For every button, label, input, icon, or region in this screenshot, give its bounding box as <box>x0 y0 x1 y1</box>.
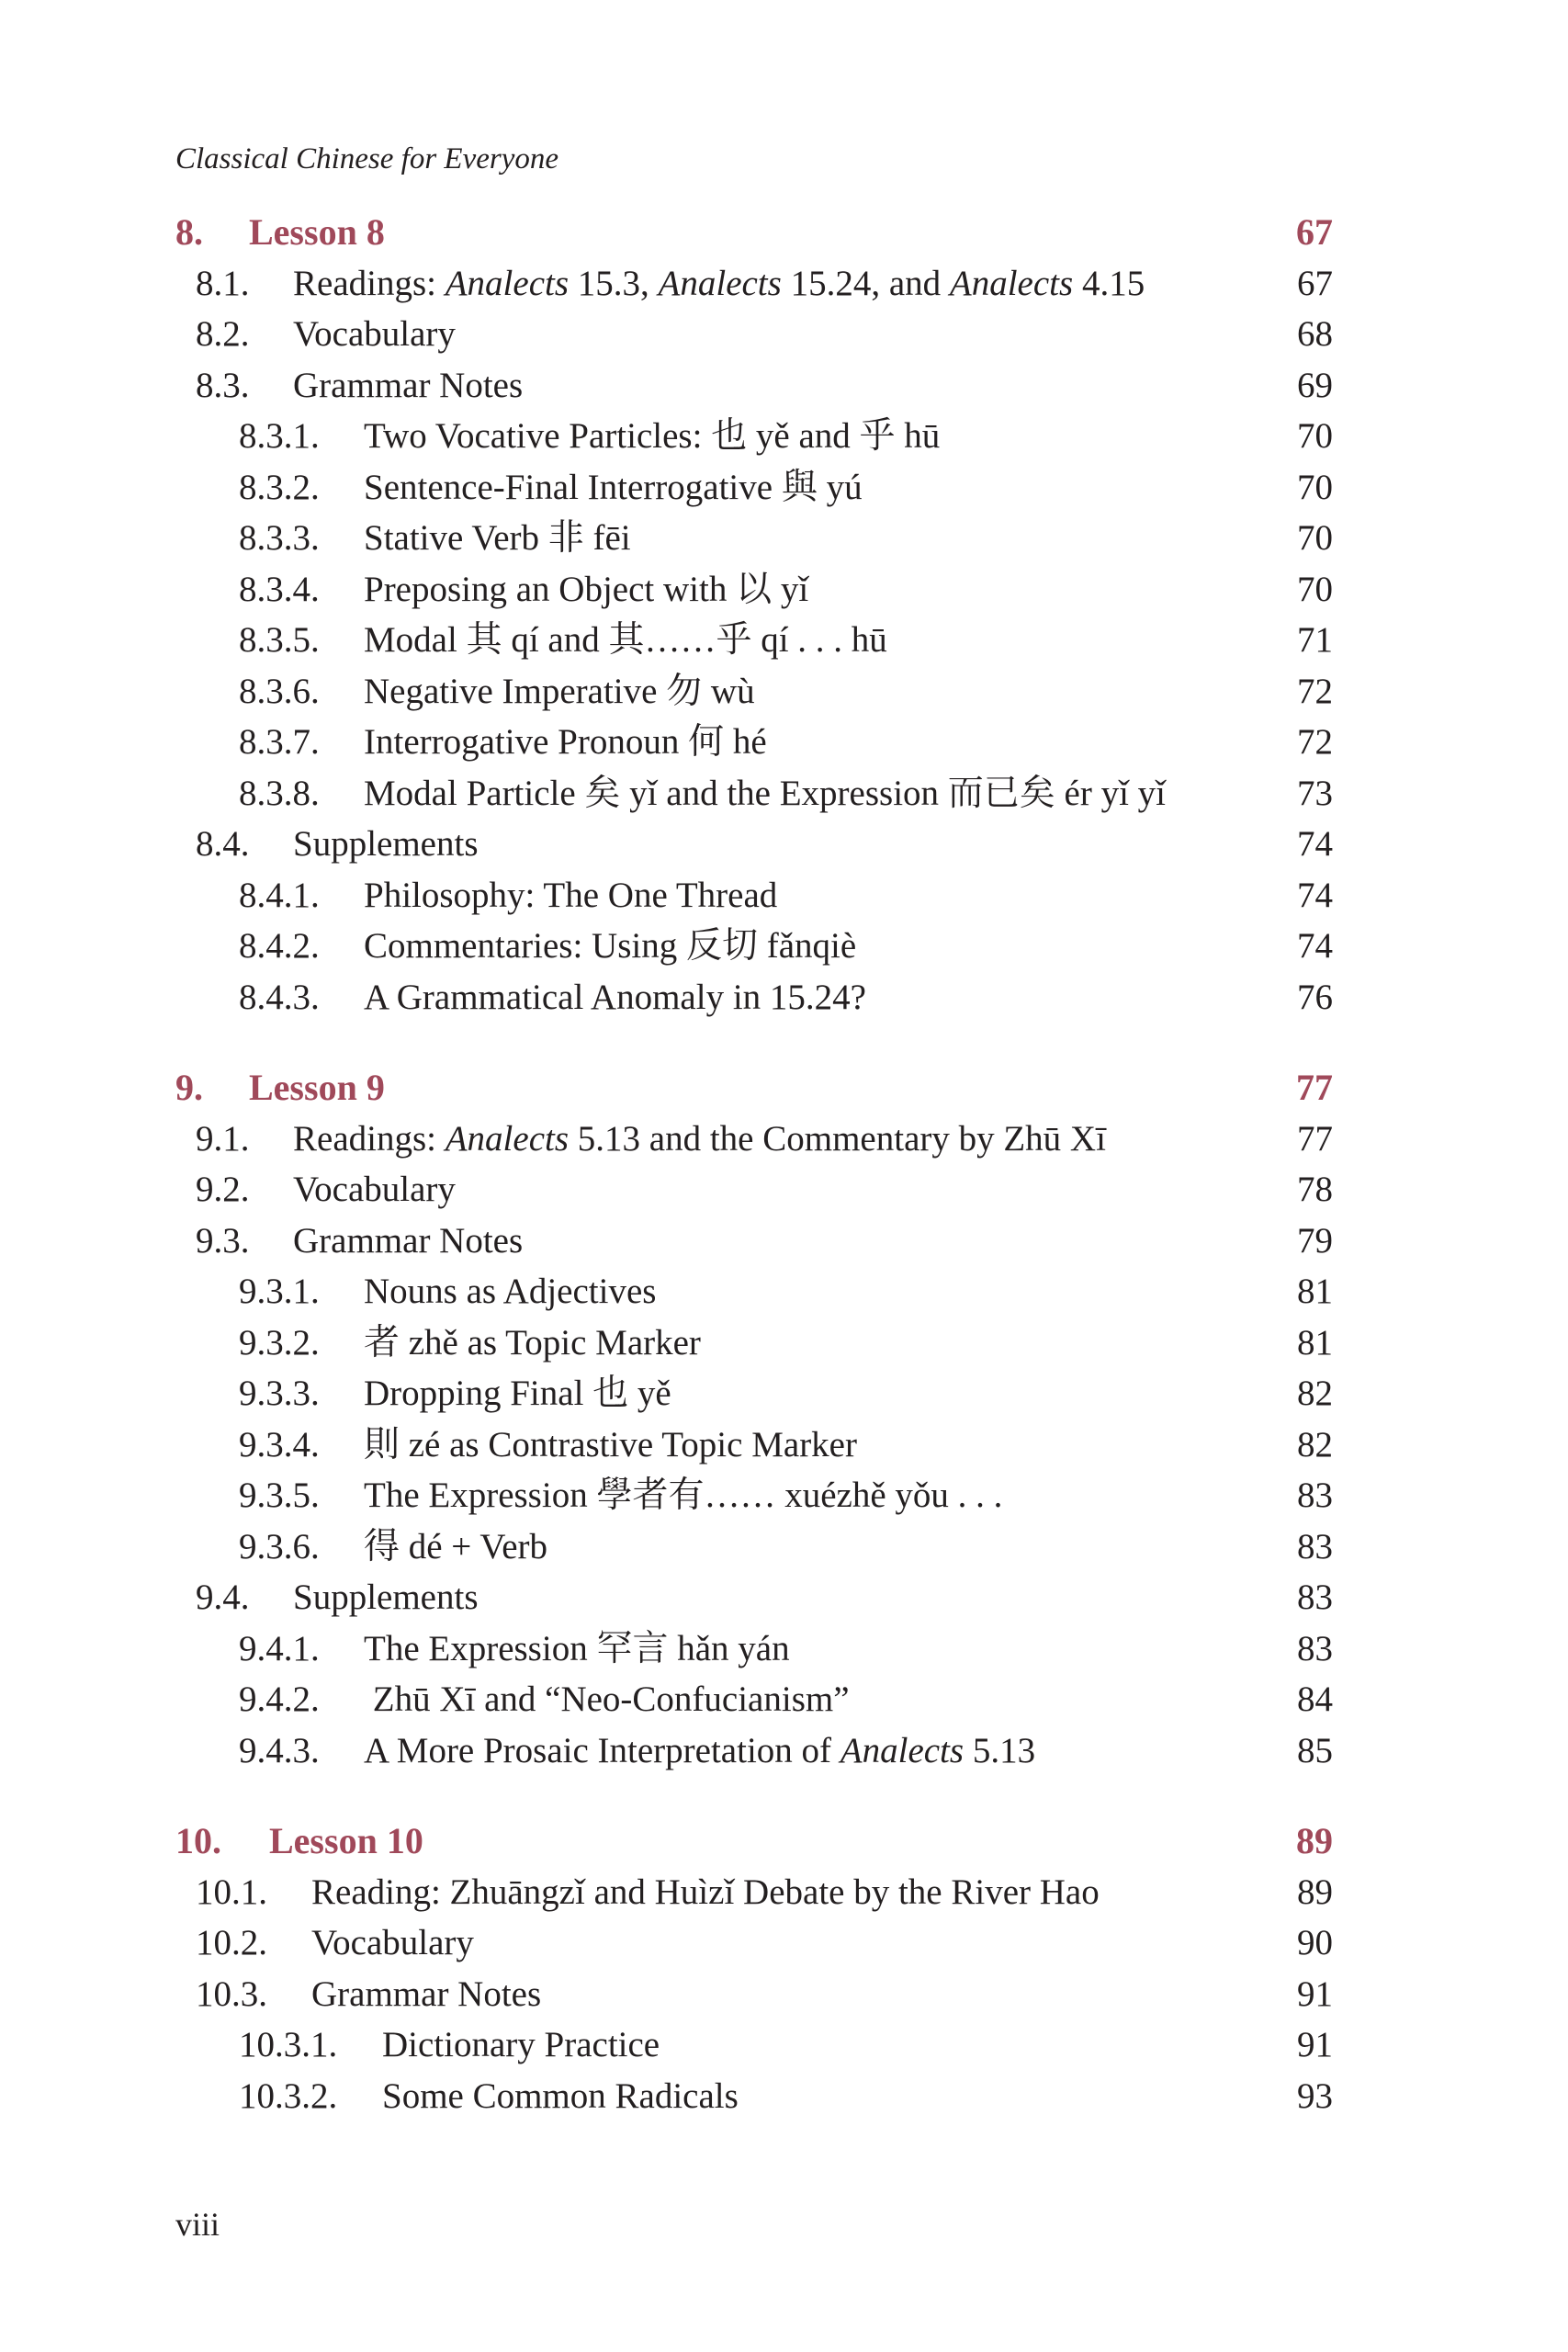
toc-entry-page: 83 <box>1297 1577 1333 1617</box>
toc-entry-title-text: 15.24, and <box>781 263 950 303</box>
toc-entry-number: 8.3. <box>196 365 250 405</box>
toc-entry-number: 9.4.2. <box>239 1679 320 1719</box>
toc-entry-number: 9.1. <box>196 1118 250 1159</box>
toc-entry-title <box>382 2071 1278 2122</box>
toc-entry-title <box>311 1917 1278 1969</box>
toc-entry-number: 9.3. <box>196 1220 250 1261</box>
toc-entry-number: 9.4.1. <box>239 1628 320 1668</box>
toc-entry-page: 77 <box>1297 1118 1333 1159</box>
toc-entry-title-text: 15.3, <box>569 263 659 303</box>
toc-entry-page: 71 <box>1297 620 1333 660</box>
toc-subsection[interactable] <box>175 1368 1333 1419</box>
toc-entry-page: 67 <box>1297 263 1333 303</box>
toc-chapter-heading[interactable] <box>175 207 1333 258</box>
toc-entry-page: 83 <box>1297 1526 1333 1566</box>
toc-entry-number: 8.4.2. <box>239 926 320 966</box>
toc-entry-title-text: Commentaries: Using 反切 fǎnqiè <box>364 926 857 966</box>
toc-subsection[interactable] <box>175 1470 1333 1521</box>
toc-entry-title-italic: Analects <box>445 1118 570 1159</box>
toc-subsection[interactable] <box>175 870 1333 922</box>
toc-subsection[interactable] <box>175 411 1333 462</box>
toc-entry-title <box>311 1867 1278 1918</box>
toc-entry-title-text: Grammar Notes <box>293 1220 524 1261</box>
toc-entry-title-text: 者 zhě as Topic Marker <box>364 1322 701 1363</box>
toc-entry-page: 79 <box>1297 1220 1333 1261</box>
toc-entry-title <box>293 1164 1278 1216</box>
toc-entry-number: 8.2. <box>196 314 250 354</box>
toc-entry-title-text: Two Vocative Particles: 也 yě and 乎 hū <box>364 416 941 456</box>
table-of-contents <box>175 207 1333 2161</box>
toc-section[interactable] <box>175 1164 1333 1216</box>
toc-entry-page: 83 <box>1297 1628 1333 1668</box>
toc-entry-title-italic: Analects <box>658 263 782 303</box>
toc-entry-title <box>293 360 1278 412</box>
toc-entry-number: 8.1. <box>196 263 250 303</box>
toc-chapter-title: Lesson 10 <box>269 1820 423 1861</box>
toc-chapter-title: Lesson 9 <box>249 1067 385 1108</box>
toc-entry-number: 9.3.1. <box>239 1272 320 1311</box>
toc-entry-title-text: 4.15 <box>1073 263 1145 303</box>
toc-entry-title-text: Supplements <box>293 824 479 864</box>
toc-entry-page: 89 <box>1297 1871 1333 1912</box>
toc-entry-number: 8.3.7. <box>239 722 320 762</box>
toc-entry-title-text: Readings: <box>293 263 446 303</box>
toc-entry-title <box>364 717 1278 768</box>
toc-entry-title-text: Preposing an Object with 以 yǐ <box>364 569 809 609</box>
toc-entry-number: 9.4.3. <box>239 1730 320 1770</box>
toc-entry-title-text: Sentence-Final Interrogative 與 yú <box>364 467 863 507</box>
toc-entry-title-text: 5.13 and the Commentary by Zhū Xī <box>569 1118 1106 1159</box>
toc-entry-title-text: Vocabulary <box>293 314 456 354</box>
toc-entry-number: 9.2. <box>196 1170 250 1209</box>
toc-entry-title <box>293 258 1278 310</box>
toc-subsection[interactable] <box>175 2071 1333 2122</box>
toc-entry-number: 8.4.1. <box>239 875 320 915</box>
toc-subsection[interactable] <box>175 513 1333 564</box>
toc-entry-title-text: Readings: <box>293 1118 446 1159</box>
toc-entry-title <box>364 513 1278 564</box>
toc-entry-title <box>364 1470 1278 1521</box>
toc-entry-page: 91 <box>1297 1973 1333 2014</box>
toc-entry-number: 8.3.1. <box>239 416 320 456</box>
toc-chapter-page: 67 <box>1296 211 1333 253</box>
toc-chapter-number: 9. <box>175 1067 203 1108</box>
toc-entry-page: 72 <box>1297 722 1333 762</box>
toc-entry-page: 74 <box>1297 824 1333 864</box>
toc-entry-page: 83 <box>1297 1476 1333 1515</box>
toc-entry-number: 8.3.6. <box>239 671 320 711</box>
toc-entry-title-italic: Analects <box>949 263 1074 303</box>
toc-entry-page: 70 <box>1297 569 1333 609</box>
toc-section[interactable] <box>175 360 1333 412</box>
toc-chapter-number: 10. <box>175 1820 221 1861</box>
toc-entry-title <box>311 1969 1278 2020</box>
toc-entry-title-text: 則 zé as Contrastive Topic Marker <box>364 1424 857 1464</box>
toc-entry-title <box>364 768 1278 820</box>
toc-subsection[interactable] <box>175 564 1333 616</box>
toc-entry-page: 69 <box>1297 365 1333 405</box>
toc-chapter-title: Lesson 8 <box>249 211 385 253</box>
toc-entry-title <box>364 1419 1278 1471</box>
toc-entry-title <box>382 2019 1278 2071</box>
toc-entry-page: 84 <box>1297 1679 1333 1719</box>
toc-section[interactable] <box>175 258 1333 310</box>
toc-entry-title-text: Modal Particle 矣 yǐ and the Expression 而已矣 ér yǐ yǐ <box>364 773 1167 813</box>
toc-entry-page: 68 <box>1297 314 1333 354</box>
toc-entry-title-text: Modal 其 qí and 其……乎 qí . . . hū <box>364 620 887 660</box>
toc-subsection[interactable] <box>175 1623 1333 1675</box>
toc-subsection[interactable] <box>175 1317 1333 1369</box>
toc-entry-number: 9.3.2. <box>239 1322 320 1363</box>
toc-entry-page: 74 <box>1297 926 1333 966</box>
toc-entry-title-text: 得 dé + Verb <box>364 1526 547 1566</box>
toc-entry-page: 81 <box>1297 1322 1333 1363</box>
toc-section[interactable] <box>175 309 1333 360</box>
toc-entry-number: 9.3.5. <box>239 1476 320 1515</box>
running-head: Classical Chinese for Everyone <box>175 142 559 175</box>
toc-entry-page: 78 <box>1297 1170 1333 1209</box>
toc-entry-title <box>364 1521 1278 1573</box>
toc-entry-number: 9.4. <box>196 1577 250 1617</box>
toc-entry-title <box>293 309 1278 360</box>
toc-entry-page: 70 <box>1297 518 1333 558</box>
toc-subsection[interactable] <box>175 768 1333 820</box>
toc-entry-number: 8.3.3. <box>239 518 320 558</box>
toc-entry-number: 8.3.2. <box>239 467 320 507</box>
toc-chapter <box>175 207 1333 1023</box>
toc-subsection[interactable] <box>175 972 1333 1023</box>
toc-entry-number: 8.3.4. <box>239 569 320 609</box>
toc-entry-title <box>364 462 1278 514</box>
toc-entry-title-text: Interrogative Pronoun 何 hé <box>364 722 767 762</box>
toc-chapter-page: 89 <box>1296 1820 1333 1861</box>
toc-entry-number: 10.3.2. <box>239 2075 338 2116</box>
toc-subsection[interactable] <box>175 1521 1333 1573</box>
toc-entry-title <box>364 411 1278 462</box>
toc-entry-title <box>364 1725 1278 1777</box>
toc-entry-number: 8.3.8. <box>239 773 320 813</box>
toc-section[interactable] <box>175 1867 1333 1918</box>
toc-entry-page: 85 <box>1297 1730 1333 1770</box>
toc-entry-page: 70 <box>1297 416 1333 456</box>
toc-entry-title-text: Stative Verb 非 fēi <box>364 518 631 558</box>
toc-entry-title <box>364 921 1278 972</box>
toc-entry-title-text: Philosophy: The One Thread <box>364 875 778 915</box>
toc-entry-number: 9.3.6. <box>239 1526 320 1566</box>
toc-entry-title <box>364 1623 1278 1675</box>
toc-entry-title <box>293 1572 1278 1623</box>
toc-entry-page: 93 <box>1297 2075 1333 2116</box>
toc-entry-page: 91 <box>1297 2025 1333 2064</box>
toc-entry-number: 10.3.1. <box>239 2025 338 2064</box>
toc-subsection[interactable] <box>175 666 1333 718</box>
toc-section[interactable] <box>175 1572 1333 1623</box>
toc-subsection[interactable] <box>175 462 1333 514</box>
toc-entry-number: 9.3.4. <box>239 1424 320 1464</box>
toc-entry-page: 81 <box>1297 1272 1333 1311</box>
toc-entry-title-italic: Analects <box>445 263 570 303</box>
toc-entry-page: 90 <box>1297 1923 1333 1962</box>
toc-entry-title <box>293 1114 1278 1165</box>
toc-section[interactable] <box>175 819 1333 870</box>
toc-subsection[interactable] <box>175 717 1333 768</box>
toc-subsection[interactable] <box>175 1674 1333 1725</box>
toc-section[interactable] <box>175 1969 1333 2020</box>
toc-entry-title <box>364 615 1278 666</box>
toc-chapter-heading[interactable] <box>175 1062 1333 1114</box>
toc-entry-title-italic: Analects <box>840 1730 964 1770</box>
toc-entry-number: 10.1. <box>196 1871 267 1912</box>
toc-section[interactable] <box>175 1917 1333 1969</box>
toc-subsection[interactable] <box>175 1725 1333 1777</box>
toc-entry-title-text: Vocabulary <box>293 1170 456 1209</box>
toc-entry-title-text: Grammar Notes <box>293 365 524 405</box>
toc-subsection[interactable] <box>175 615 1333 666</box>
toc-entry-title <box>364 972 1278 1023</box>
toc-chapter <box>175 1062 1333 1776</box>
toc-entry-title-text: A Grammatical Anomaly in 15.24? <box>364 977 866 1017</box>
toc-entry-title-text: The Expression 罕言 hǎn yán <box>364 1628 790 1668</box>
toc-entry-title-text: Nouns as Adjectives <box>364 1272 657 1311</box>
toc-entry-number: 10.3. <box>196 1973 267 2014</box>
toc-entry-title-text: A More Prosaic Interpretation of <box>364 1730 840 1770</box>
toc-subsection[interactable] <box>175 1266 1333 1317</box>
toc-entry-page: 82 <box>1297 1424 1333 1464</box>
toc-entry-title-text: Reading: Zhuāngzǐ and Huìzǐ Debate by the River Hao <box>311 1871 1100 1912</box>
toc-entry-page: 70 <box>1297 467 1333 507</box>
toc-entry-page: 74 <box>1297 875 1333 915</box>
toc-entry-number: 8.4.3. <box>239 977 320 1017</box>
toc-entry-title <box>364 564 1278 616</box>
toc-entry-title-text: Some Common Radicals <box>382 2075 739 2116</box>
page-number: viii <box>175 2206 220 2243</box>
toc-section[interactable] <box>175 1114 1333 1165</box>
toc-subsection[interactable] <box>175 921 1333 972</box>
toc-entry-title-text: Vocabulary <box>311 1923 474 1962</box>
toc-entry-title <box>364 666 1278 718</box>
toc-entry-page: 76 <box>1297 977 1333 1017</box>
toc-entry-title-text: Grammar Notes <box>311 1973 542 2014</box>
toc-entry-title-text: Dictionary Practice <box>382 2025 660 2064</box>
toc-entry-number: 8.3.5. <box>239 620 320 660</box>
toc-entry-title <box>293 819 1278 870</box>
toc-entry-title-text: Supplements <box>293 1577 479 1617</box>
toc-entry-title <box>293 1216 1278 1267</box>
toc-entry-title-text: 5.13 <box>964 1730 1036 1770</box>
toc-entry-title <box>364 1266 1278 1317</box>
toc-entry-title <box>364 1368 1278 1419</box>
toc-chapter <box>175 1815 1333 2121</box>
toc-chapter-number: 8. <box>175 211 203 253</box>
toc-entry-title <box>364 1317 1278 1369</box>
toc-entry-page: 73 <box>1297 773 1333 813</box>
toc-entry-title <box>364 1674 1278 1725</box>
toc-entry-number: 10.2. <box>196 1923 267 1962</box>
toc-section[interactable] <box>175 1216 1333 1267</box>
toc-entry-title-text: Zhū Xī and “Neo-Confucianism” <box>364 1679 850 1719</box>
toc-entry-title-text: Dropping Final 也 yě <box>364 1374 671 1413</box>
toc-entry-page: 82 <box>1297 1374 1333 1413</box>
toc-subsection[interactable] <box>175 2019 1333 2071</box>
toc-chapter-heading[interactable] <box>175 1815 1333 1867</box>
toc-entry-title-text: The Expression 學者有…… xuézhě yǒu . . . <box>364 1476 1003 1515</box>
toc-entry-page: 72 <box>1297 671 1333 711</box>
toc-entry-title-text: Negative Imperative 勿 wù <box>364 671 755 711</box>
toc-subsection[interactable] <box>175 1419 1333 1471</box>
toc-entry-title <box>364 870 1278 922</box>
toc-entry-number: 8.4. <box>196 824 250 864</box>
toc-chapter-page: 77 <box>1296 1067 1333 1108</box>
toc-entry-number: 9.3.3. <box>239 1374 320 1413</box>
